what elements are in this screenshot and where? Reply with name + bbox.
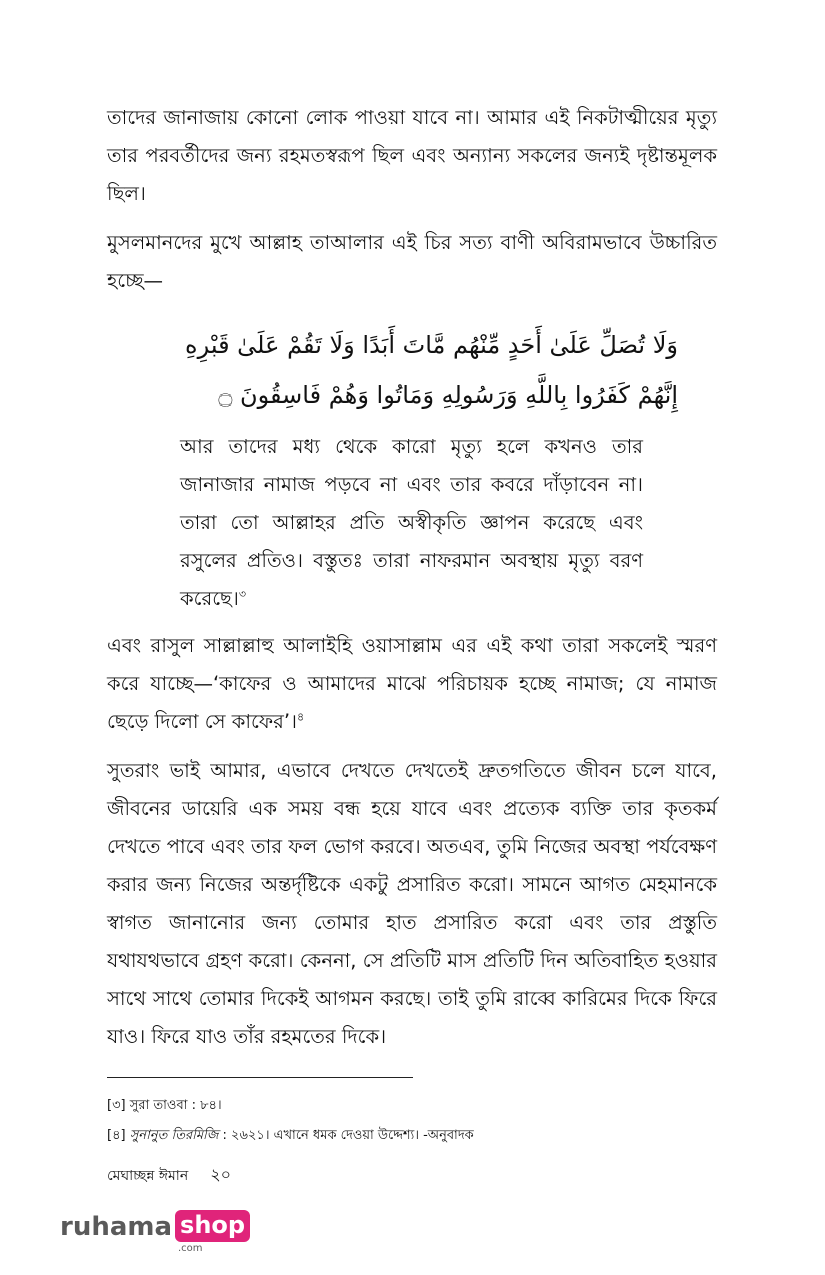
book-title: মেঘাচ্ছন্ন ঈমান — [107, 1168, 189, 1184]
quran-verse-line-2: إِنَّهُمْ كَفَرُوا بِاللَّهِ وَرَسُولِهِ وَمَاتُوا وَهُمْ فَاسِقُونَ ۝ — [218, 381, 678, 409]
footnote-divider — [107, 1077, 413, 1078]
quran-verse-line-1: وَلَا تُصَلِّ عَلَىٰ أَحَدٍ مِّنْهُم مَّاتَ أَبَدًا وَلَا تَقُمْ عَلَىٰ قَبْرِهِ — [185, 331, 678, 359]
logo-shop-box: shop — [175, 1210, 250, 1242]
footnote-mark-4: ৪ — [297, 710, 305, 724]
paragraph-3-text: এবং রাসুল সাল্লাল্লাহু আলাইহি ওয়াসাল্লাম এর এই কথা তারা সকলেই স্মরণ করে যাচ্ছে—‘কাফের ও আমাদের মাঝে পরিচায়ক হচ্ছে নামাজ; যে নামাজ ছেড়ে দিলো সে কাফের’। — [107, 634, 717, 733]
verse-translation — [180, 428, 643, 618]
footnote-4-source: সুনানুত তিরমিজি — [129, 1128, 219, 1143]
page-number: ২০ — [210, 1165, 231, 1184]
paragraph-4: সুতরাং ভাই আমার, এভাবে দেখতে দেখতেই দ্রুতগতিতে জীবন চলে যাবে, জীবনের ডায়েরি এক সময় বন্ধ হয়ে যাবে এবং প্রত্যেক ব্যক্তি তার কৃতকর্ম দেখতে পাবে এবং তার ফল ভোগ করবে। অতএব, তুমি নিজের অবস্থা পর্যবেক্ষণ করার জন্য নিজের অন্তর্দৃষ্টিকে একটু প্রসারিত করো। সামনে আগত মেহমানকে স্বাগত জানানোর জন্য তোমার হাত প্রসারিত করো এবং তার প্রস্তুতি যথাযথভাবে গ্রহণ করো। কেননা, সে প্রতিটি মাস প্রতিটি দিন অতিবাহিত হওয়ার সাথে সাথে তোমার দিকেই আগমন করছে। তাই তুমি রাব্বে কারিমের দিকে ফিরে যাও। ফিরে যাও তাঁর রহমতের দিকে। — [107, 759, 717, 1048]
paragraph-3 — [107, 627, 717, 741]
verse-translation-text: আর তাদের মধ্য থেকে কারো মৃত্যু হলে কখনও তার জানাজার নামাজ পড়বে না এবং তার কবরে দাঁড়াবেন না। তারা তো আল্লাহর প্রতি অস্বীকৃতি জ্ঞাপন করেছে এবং রসুলের প্রতিও। বস্তুতঃ তারা নাফরমান অবস্থায় মৃত্যু বরণ করেছে। — [180, 435, 643, 610]
footnote-4 — [107, 1126, 717, 1146]
logo-domain: .com — [178, 1243, 203, 1254]
paragraph-1: তাদের জানাজায় কোনো লোক পাওয়া যাবে না। আমার এই নিকটাত্মীয়ের মৃত্যু তার পরবর্তীদের জন্য রহমতস্বরূপ ছিল এবং অন্যান্য সকলের জন্যই দৃষ্টান্তমূলক ছিল। — [107, 106, 717, 205]
page-footer — [107, 1164, 231, 1187]
logo-brand-text: ruhama — [60, 1212, 173, 1242]
paragraph-2: মুসলমানদের মুখে আল্লাহ তাআলার এই চির সত্য বাণী অবিরামভাবে উচ্চারিত হচ্ছে— — [107, 231, 717, 292]
footnote-mark-3: ৩ — [238, 587, 246, 601]
ruhamashop-logo — [60, 1206, 250, 1256]
footnote-4-prefix: [৪] — [107, 1128, 130, 1143]
footnote-3: [৩] সুরা তাওবা : ৮৪। — [107, 1098, 222, 1113]
footnote-4-rest: : ২৬২১। এখানে ধমক দেওয়া উদ্দেশ্য। -অনুবাদক — [218, 1128, 474, 1143]
